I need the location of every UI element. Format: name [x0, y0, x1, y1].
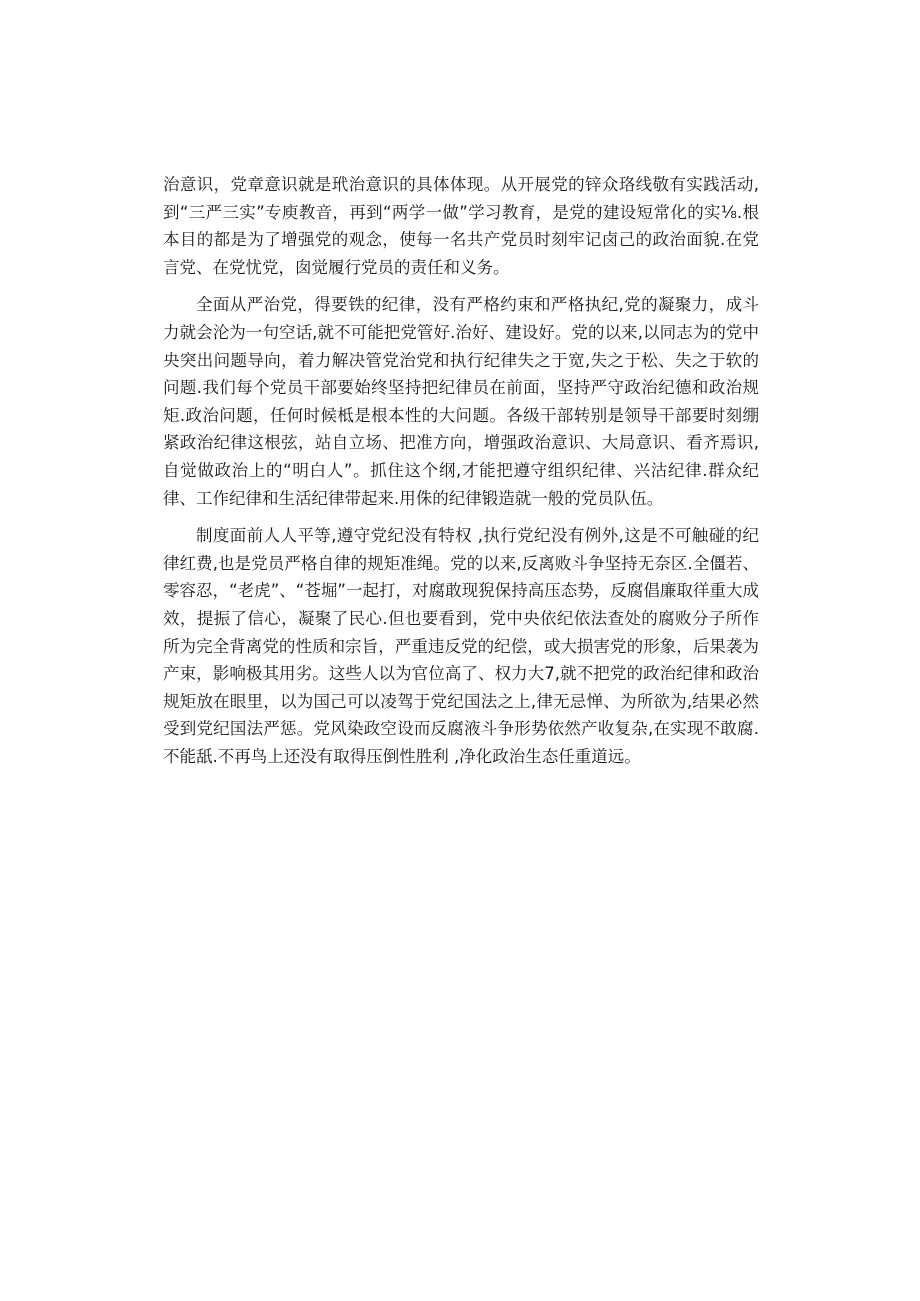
paragraph-discipline: 全面从严治党，得要铁的纪律，没有严格约束和严格执纪,党的凝聚力，成斗力就会沦为一句空话,就不可能把党管好.治好、建设好。党的以来,以同志为的党中央突出问题导向，着力解决管党治党和执行纪律失之于宽,失之于松、失之于软的问题.我们每个党员干部要始终坚持把纪律员在前面，坚持严守政治纪德和政治规矩.政治问题，任何时候柢是根本性的大问题。各级干部转别是领导干部要时刻绷紧政治纪律这根弦，站自立场、把准方向，增强政治意识、大局意识、看齐焉识,自觉做政治上的“明白人”。抓住这个纲,才能把遵守组织纪律、兴沽纪律.群众纪律、工作纪律和生活纪律带起来.用侏的纪律锻造就一般的党员队伍。: [163, 295, 759, 508]
document-body: [163, 171, 759, 780]
paragraph-continued: 治意识，党章意识就是玳治意识的具体体现。从开展党的锌众珞线敬有实践活动,到“三严三实”专庾教音，再到“两学一做”学习教育，是党的建设短常化的实⅛.根本目的都是为了增强党的观念，使每一名共产党员时刻牢记卤己的政治面貌.在党言党、在党忧党，囱觉履行党员的责任和义务。: [163, 175, 759, 277]
paragraph-anti-corruption: 制度面前人人平等,遵守党纪没有特权 ,执行党纪没有例外,这是不可触碰的纪律红费,也是党员严格自律的规矩准绳。党的以来,反离败斗争坚持无奈区.全僵若、零容忍，“老虎”、“苍堀”一起打，对腐敢现猊保持高压态势，反腐倡廉取徉重大成效，提振了信心，凝聚了民心.但也要看到，党中央依纪依法查处的腐败分子所作所为完全背离党的性质和宗旨，严重违反党的纪偿，或大损害党的形象，后果袭为产束，影响极其用劣。这些人以为官位高了、权力大7,就不把党的政治纪律和政治规矩放在眼里，以为国己可以凌驾于党纪国法之上,律无忌惮、为所欲为,结果必然受到党纪国法严惩。党风染政空设而反腐液斗争形势依然产收复杂,在实现不敢腐.不能舐.不再鸟上还没有取得压倒性胜利 ,净化政治生态任重道远。: [163, 526, 759, 766]
